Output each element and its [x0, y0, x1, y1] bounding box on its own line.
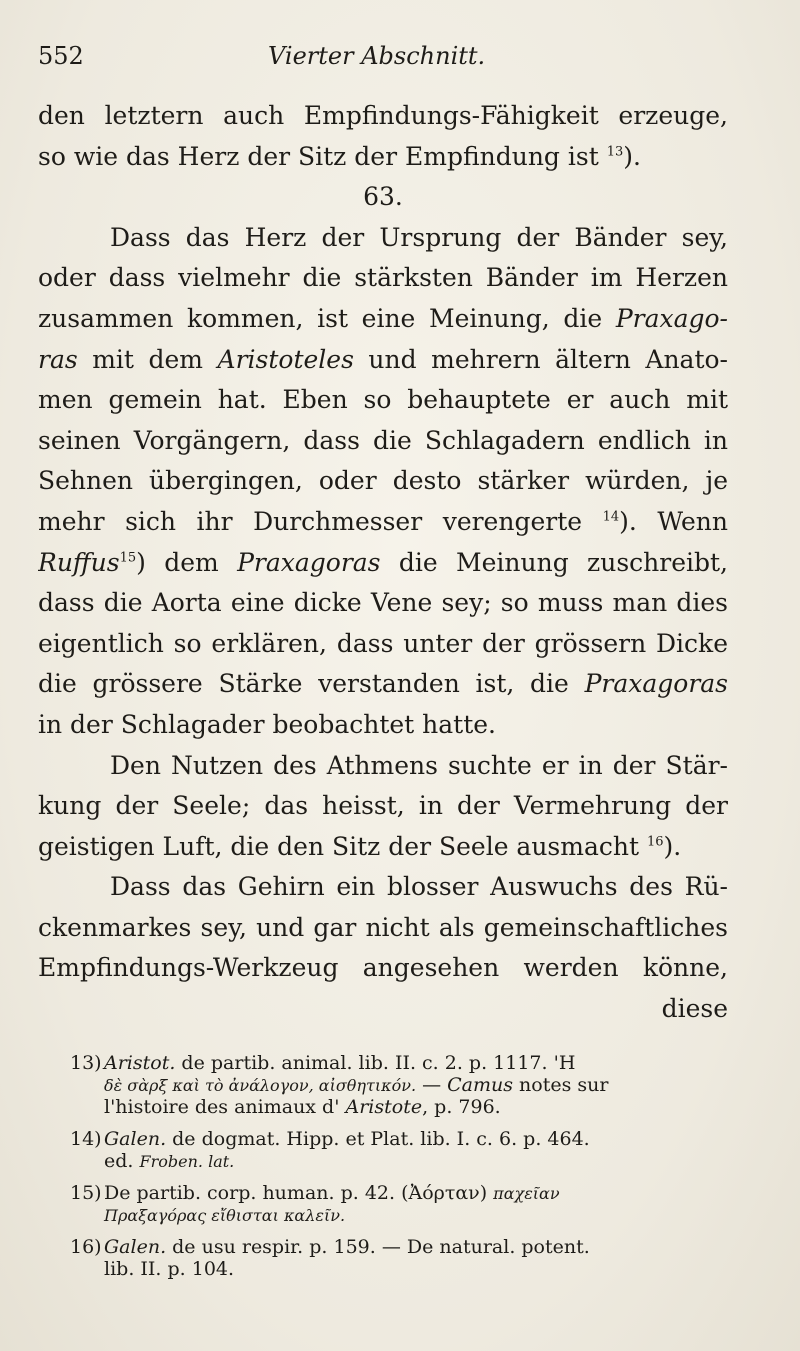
text-line: mehr sich ihr Durchmesser verengerte $^{14}$). Wenn [38, 506, 728, 536]
footnote-ref: 14 [602, 509, 620, 525]
footnote-16: 16) Galen. de usu respir. p. 159. — De natural. potent. [70, 1236, 590, 1258]
main-text [38, 96, 728, 1030]
page-number: 552 [38, 42, 84, 70]
name-praxagoras: Praxago- [615, 303, 728, 333]
footnote-ref: 13 [606, 144, 624, 160]
text-line: die grössere Stärke verstanden ist, die Praxagoras [38, 669, 728, 699]
footnote-13: 13) Aristot. de partib. animal. lib. II. c. 2. p. 1117. 'H [70, 1052, 576, 1074]
text-line: dass die Aorta eine dicke Vene sey; so muss man dies [38, 588, 728, 618]
text-line: geistigen Luft, die den Sitz der Seele ausmacht $^{16}$). [38, 831, 682, 861]
catchword: diese [661, 994, 728, 1024]
text-line: den letztern auch Empfindungs-Fähigkeit erzeuge, [38, 101, 728, 130]
footnote-13-cont: δὲ σὰρξ καὶ τὸ ἀνάλογον, αἰσθητικόν. — Camus notes sur [104, 1074, 609, 1096]
footnote-14-cont: ed. Froben. lat. [104, 1150, 235, 1172]
footnote-15: 15) De partib. corp. human. p. 42. (Ἀόρταν) παχεῖαν [70, 1182, 560, 1204]
text-line: seinen Vorgängern, dass die Schlagadern endlich in [38, 425, 728, 455]
footnote-13-cont: l'histoire des animaux d' Aristote, p. 796. [104, 1096, 501, 1118]
paragraph-start: Dass das Gehirn ein blosser Auswuchs des Rü- [110, 872, 728, 902]
text-line: men gemein hat. Eben so behauptete er auch mit [38, 385, 728, 415]
text-line: Sehnen übergingen, oder desto stärker würden, je [38, 466, 728, 496]
section-number: 63. [363, 182, 403, 212]
text-line: kung der Seele; das heisst, in der Vermehrung der [38, 791, 728, 821]
text-line: ras mit dem Aristoteles und mehrern ältern Anato- [38, 344, 728, 374]
text-line: in der Schlagader beobachtet hatte. [38, 709, 497, 739]
text-line: zusammen kommen, ist eine Meinung, die Praxago- [38, 303, 728, 333]
running-title: Vierter Abschnitt. [268, 42, 486, 70]
name-praxagoras: Praxagoras [237, 547, 381, 577]
text-line: oder dass vielmehr die stärksten Bänder im Herzen [38, 263, 728, 293]
text-line: eigentlich so erklären, dass unter der grössern Dicke [38, 628, 728, 658]
footnote-15-cont: Πραξαγόρας εἴθισται καλεῖν. [104, 1206, 346, 1225]
text-line: so wie das Herz der Sitz der Empfindung ist $^{13}$). [38, 141, 641, 171]
text-line: Empfindungs-Werkzeug angesehen werden könne, [38, 953, 728, 983]
name-praxagoras: Praxagoras [584, 669, 728, 699]
text-line: Ruffus$^{15}$) dem Praxagoras die Meinung zuschreibt, [38, 547, 728, 577]
paragraph-start: Den Nutzen des Athmens suchte er in der Stär- [110, 750, 728, 780]
footnote-ref: 15 [119, 550, 137, 566]
footnote-ref: 16 [646, 834, 664, 850]
text-line: ckenmarkes sey, und gar nicht als gemeinschaftliches [38, 912, 728, 942]
page-header [38, 42, 760, 82]
footnote-14: 14) Galen. de dogmat. Hipp. et Plat. lib. I. c. 6. p. 464. [70, 1128, 590, 1150]
footnote-16-cont: lib. II. p. 104. [104, 1258, 235, 1280]
name-ruffus: Ruffus [38, 547, 120, 577]
name-aristoteles: Aristoteles [217, 344, 354, 374]
footnotes [70, 1052, 734, 1280]
paragraph-start: Dass das Herz der Ursprung der Bänder sey, [110, 222, 728, 252]
